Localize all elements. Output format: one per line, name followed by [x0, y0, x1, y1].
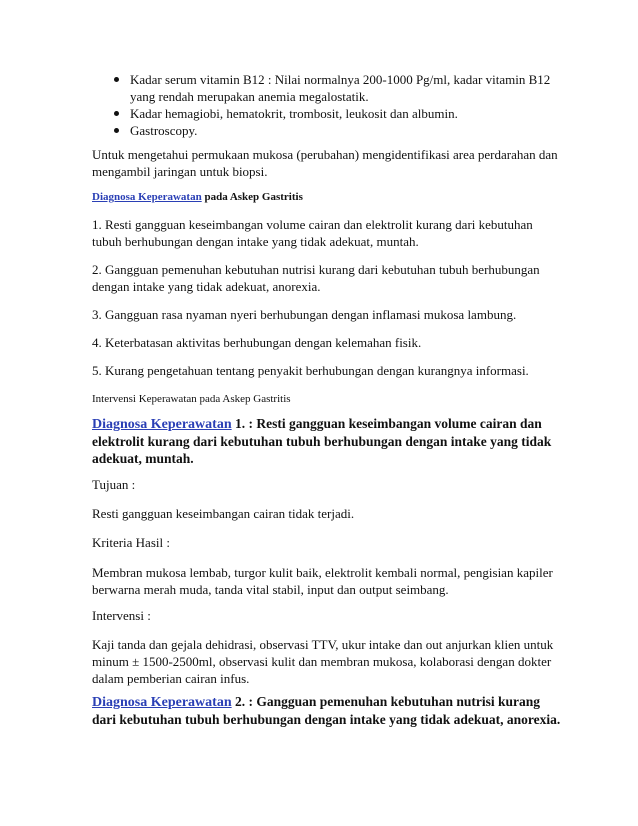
diagnosa-heading — [92, 190, 562, 204]
intervensi-label: Intervensi : — [92, 608, 151, 623]
list-item-text: Kadar hemagiobi, hematokrit, trombosit, leukosit dan albumin. — [130, 106, 458, 121]
diagnosa-heading-rest: pada Askep Gastritis — [201, 191, 303, 203]
intro-paragraph: Untuk mengetahui permukaan mukosa (perubahan) mengidentifikasi area perdarahan dan mengambil jaringan untuk biopsi. — [92, 147, 558, 179]
kriteria-label: Kriteria Hasil : — [92, 535, 170, 550]
section2-title: 2. : Gangguan pemenuhan kebutuhan nutrisi kurang dari kebutuhan tubuh berhubungan dengan intake yang tidak adekuat, anorexia. — [92, 694, 561, 727]
diagnosis-item-3: 3. Gangguan rasa nyaman nyeri berhubungan dengan inflamasi mukosa lambung. — [92, 307, 517, 322]
bullet-icon — [114, 111, 119, 116]
list-item-text: Gastroscopy. — [130, 123, 198, 138]
list-item-text: Kadar serum vitamin B12 : Nilai normalnya 200-1000 Pg/ml, kadar vitamin B12 yang rendah merupakan anemia megalostatik. — [130, 72, 551, 104]
section2-heading — [92, 693, 562, 728]
kriteria-text: Membran mukosa lembab, turgor kulit baik, elektrolit kembali normal, pengisian kapiler berwarna merah muda, tanda vital stabil, input dan output seimbang. — [92, 565, 553, 597]
section1-title: 1. : Resti gangguan keseimbangan volume cairan dan elektrolit kurang dari kebutuhan tubuh berhubungan dengan intake yang tidak adekuat, muntah. — [92, 416, 552, 466]
diagnosis-item-2: 2. Gangguan pemenuhan kebutuhan nutrisi kurang dari kebutuhan tubuh berhubungan dengan intake yang tidak adekuat, anorexia. — [92, 262, 540, 294]
diagnosis-item-4: 4. Keterbatasan aktivitas berhubungan dengan kelemahan fisik. — [92, 335, 422, 350]
section1-heading — [92, 415, 562, 467]
tujuan-label: Tujuan : — [92, 477, 136, 492]
diagnosa-link[interactable]: Diagnosa Keperawatan — [92, 191, 202, 203]
list-item — [92, 71, 562, 105]
section1-link[interactable]: Diagnosa Keperawatan — [92, 417, 232, 432]
intervensi-heading: Intervensi Keperawatan pada Askep Gastritis — [92, 393, 291, 405]
diagnosis-item-1: 1. Resti gangguan keseimbangan volume cairan dan elektrolit kurang dari kebutuhan tubuh berhubungan dengan intake yang tidak adekuat, muntah. — [92, 217, 533, 249]
bullet-icon — [114, 77, 119, 82]
section2-link[interactable]: Diagnosa Keperawatan — [92, 695, 232, 710]
bullet-icon — [114, 128, 119, 133]
lab-test-list — [92, 71, 562, 139]
tujuan-text: Resti gangguan keseimbangan cairan tidak terjadi. — [92, 506, 355, 521]
list-item — [92, 105, 562, 122]
intervensi-text: Kaji tanda dan gejala dehidrasi, observasi TTV, ukur intake dan out anjurkan klien untuk minum ± 1500-2500ml, observasi kulit dan membran mukosa, kolaborasi dengan dokter dalam pemberian cairan infus. — [92, 637, 554, 686]
diagnosis-item-5: 5. Kurang pengetahuan tentang penyakit berhubungan dengan kurangnya informasi. — [92, 363, 529, 378]
list-item — [92, 122, 562, 139]
